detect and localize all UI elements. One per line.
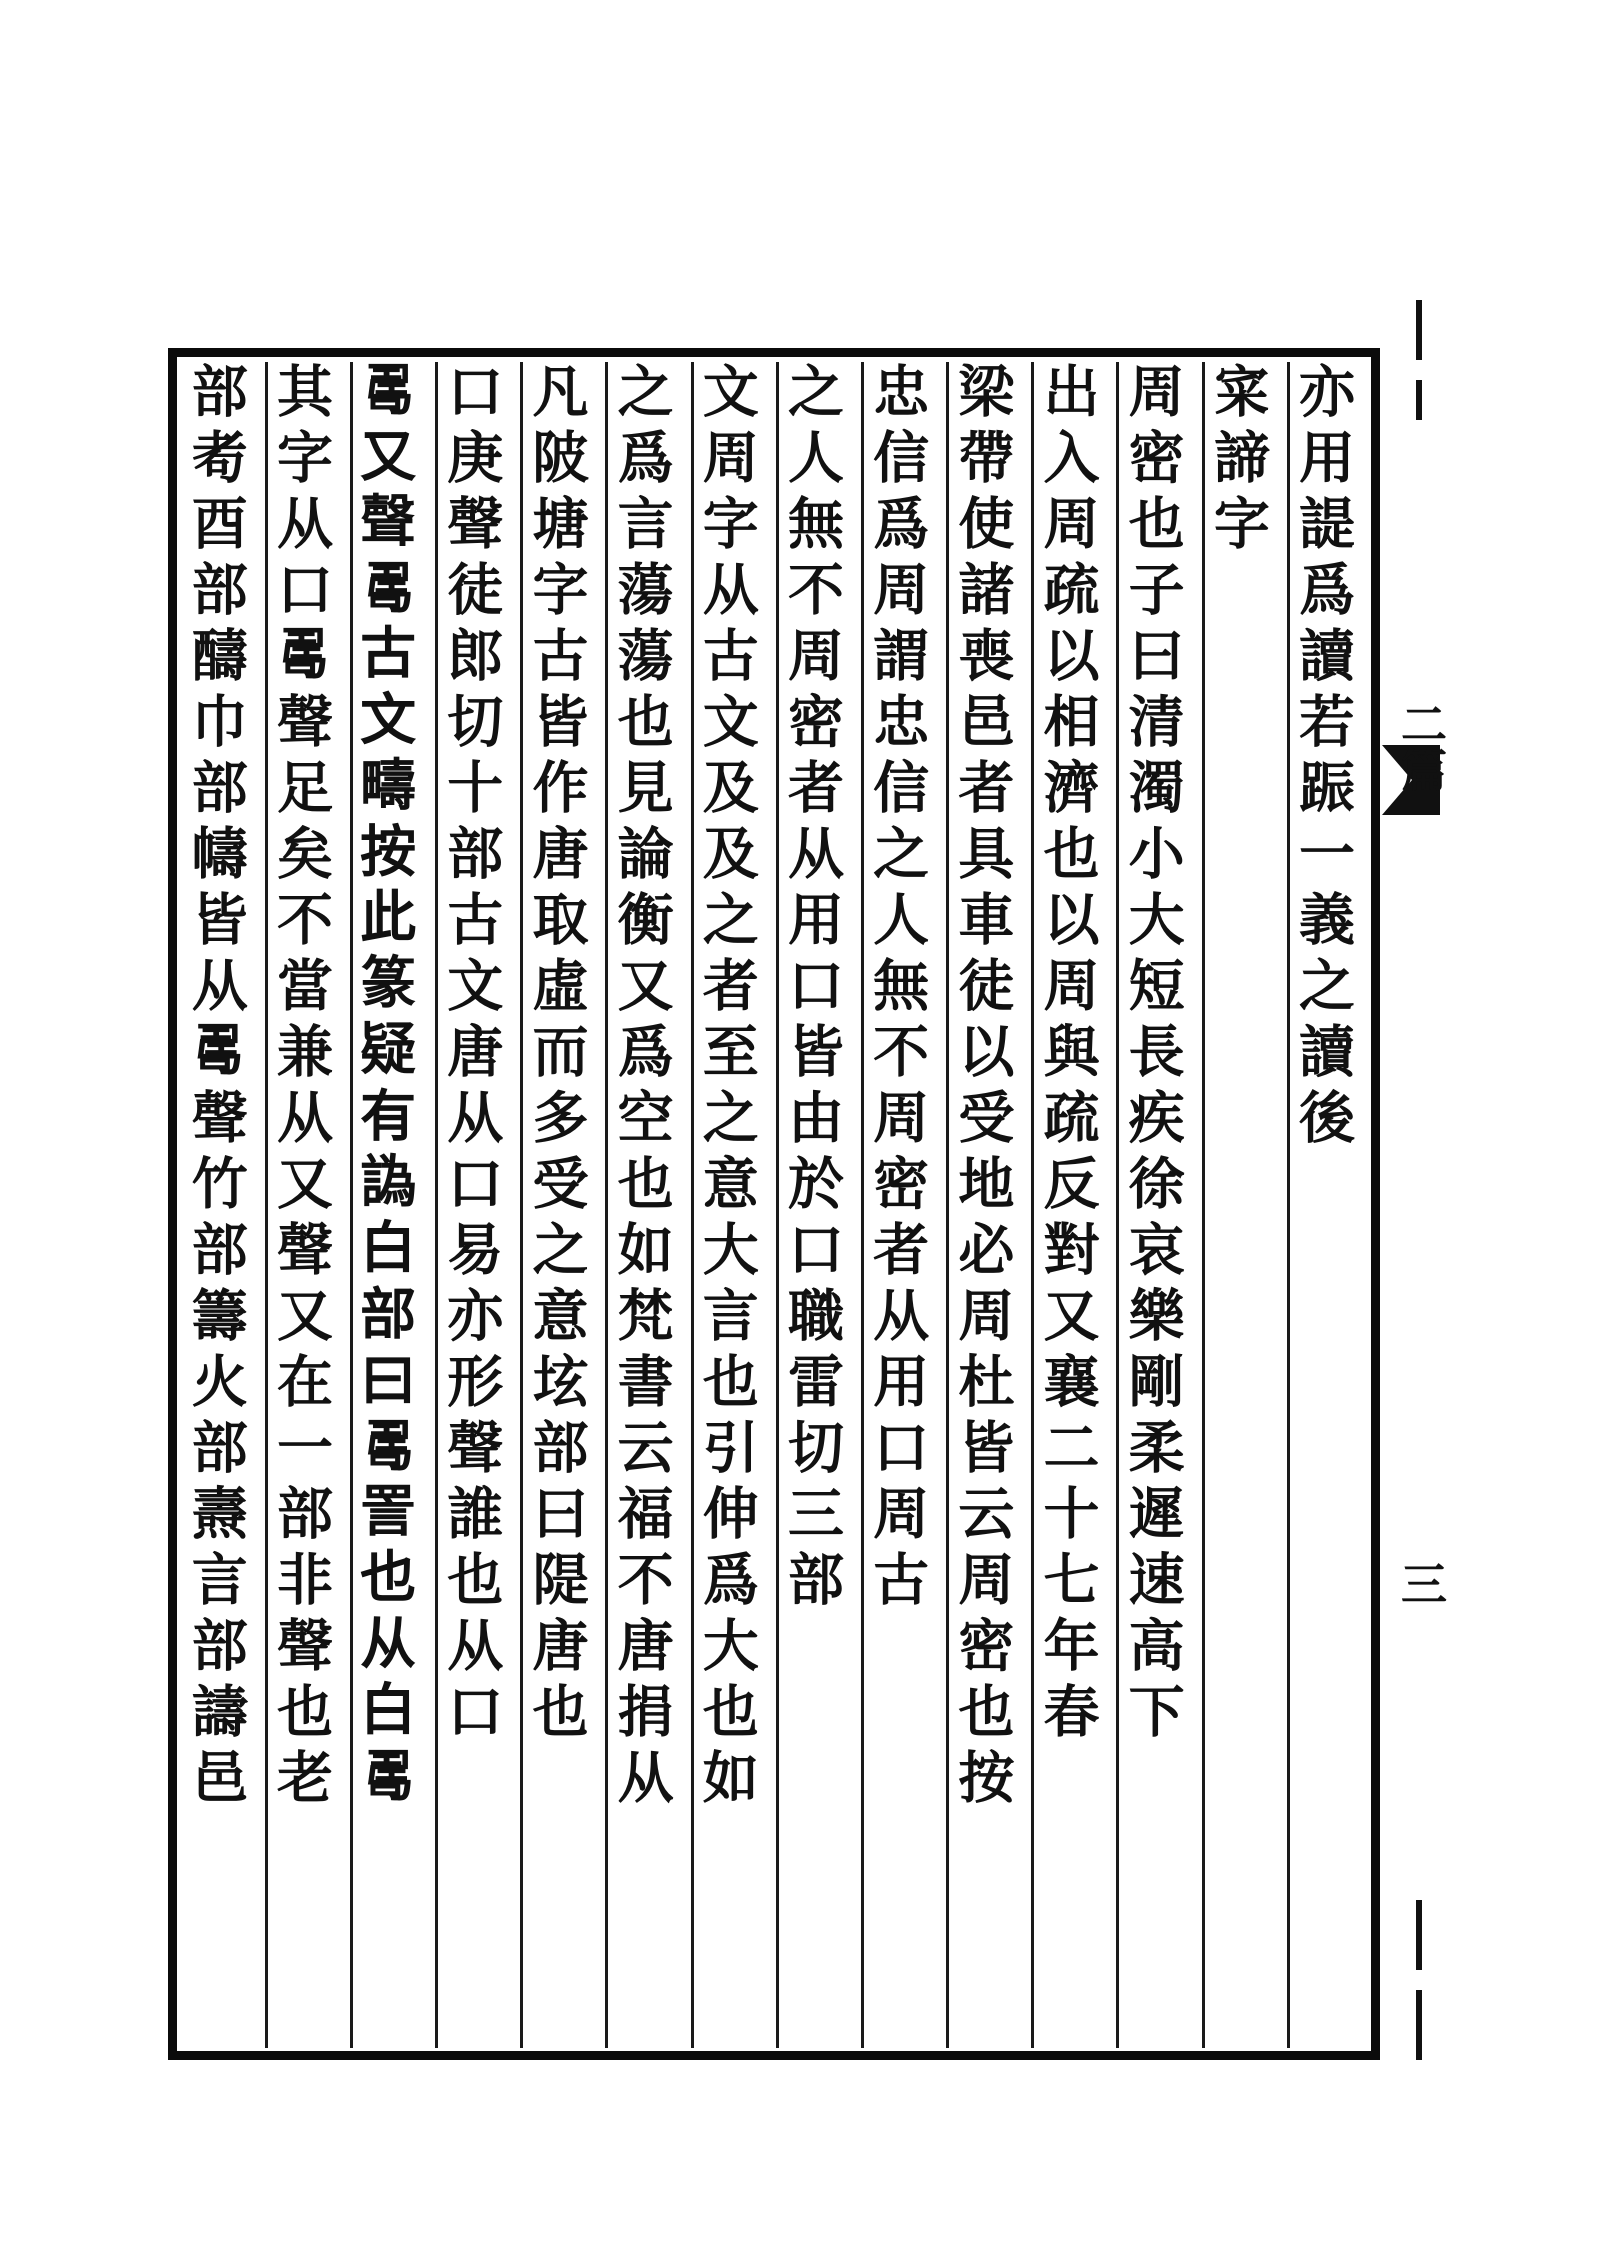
column-text: 周密也子曰清濁小大短長疾徐哀樂剛柔遲速高下	[1119, 362, 1186, 1748]
column-text: 部耇酉部醻巾部幬皆从𠷎聲竹部籌火部燾言部譸邑	[182, 362, 249, 1814]
text-column	[1202, 362, 1287, 2048]
edge-mark	[1416, 300, 1422, 360]
text-column	[946, 362, 1031, 2048]
edge-mark	[1416, 1900, 1422, 1970]
text-column	[1116, 362, 1201, 2048]
column-text: 之爲言蕩蕩也見論衡又爲空也如梵書云福不唐捐从	[608, 362, 675, 1814]
page-number: 三	[1394, 1560, 1448, 1606]
column-text: 梁帶使諸喪邑者具車徒以受地必周杜皆云周密也按	[949, 362, 1016, 1814]
center-title: 二篇	[1394, 700, 1448, 792]
text-column	[180, 362, 265, 2048]
column-text: 文周字从古文及及之者至之意大言也引伸爲大也如	[693, 362, 760, 1814]
text-columns	[180, 362, 1372, 2048]
text-column	[1031, 362, 1116, 2048]
edge-mark	[1416, 1990, 1422, 2060]
column-text: 寀諦字	[1204, 362, 1271, 560]
text-column	[861, 362, 946, 2048]
text-column	[691, 362, 776, 2048]
column-text: 𠷎又聲𠷎古文疇按此篆疑有譌白部曰𠷎詈也从白𠷎	[353, 362, 420, 1814]
text-column	[1287, 362, 1372, 2048]
column-text: 出入周疏以相濟也以周與疏反對又襄二十七年春	[1034, 362, 1101, 1748]
edge-mark	[1416, 380, 1422, 420]
column-text: 忠信爲周謂忠信之人無不周密者从用口周古	[864, 362, 931, 1616]
text-column	[435, 362, 520, 2048]
column-text: 口庚聲徒郎切十部古文唐从口易亦形聲誰也从口	[438, 362, 505, 1748]
column-text: 亦用諟爲讀若䟴一義之讀後	[1290, 362, 1356, 1154]
text-column	[520, 362, 605, 2048]
text-column	[605, 362, 690, 2048]
column-text: 之人無不周密者从用口皆由於口職雷切三部	[778, 362, 845, 1616]
text-column	[776, 362, 861, 2048]
column-text: 凡陂塘字古皆作唐取虛而多受之意𡊨部曰隄唐也	[523, 362, 590, 1748]
text-column	[350, 362, 435, 2048]
text-column	[265, 362, 350, 2048]
column-text: 其字从口𠷎聲足矣不當兼从又聲又在一部非聲也老	[267, 362, 334, 1814]
